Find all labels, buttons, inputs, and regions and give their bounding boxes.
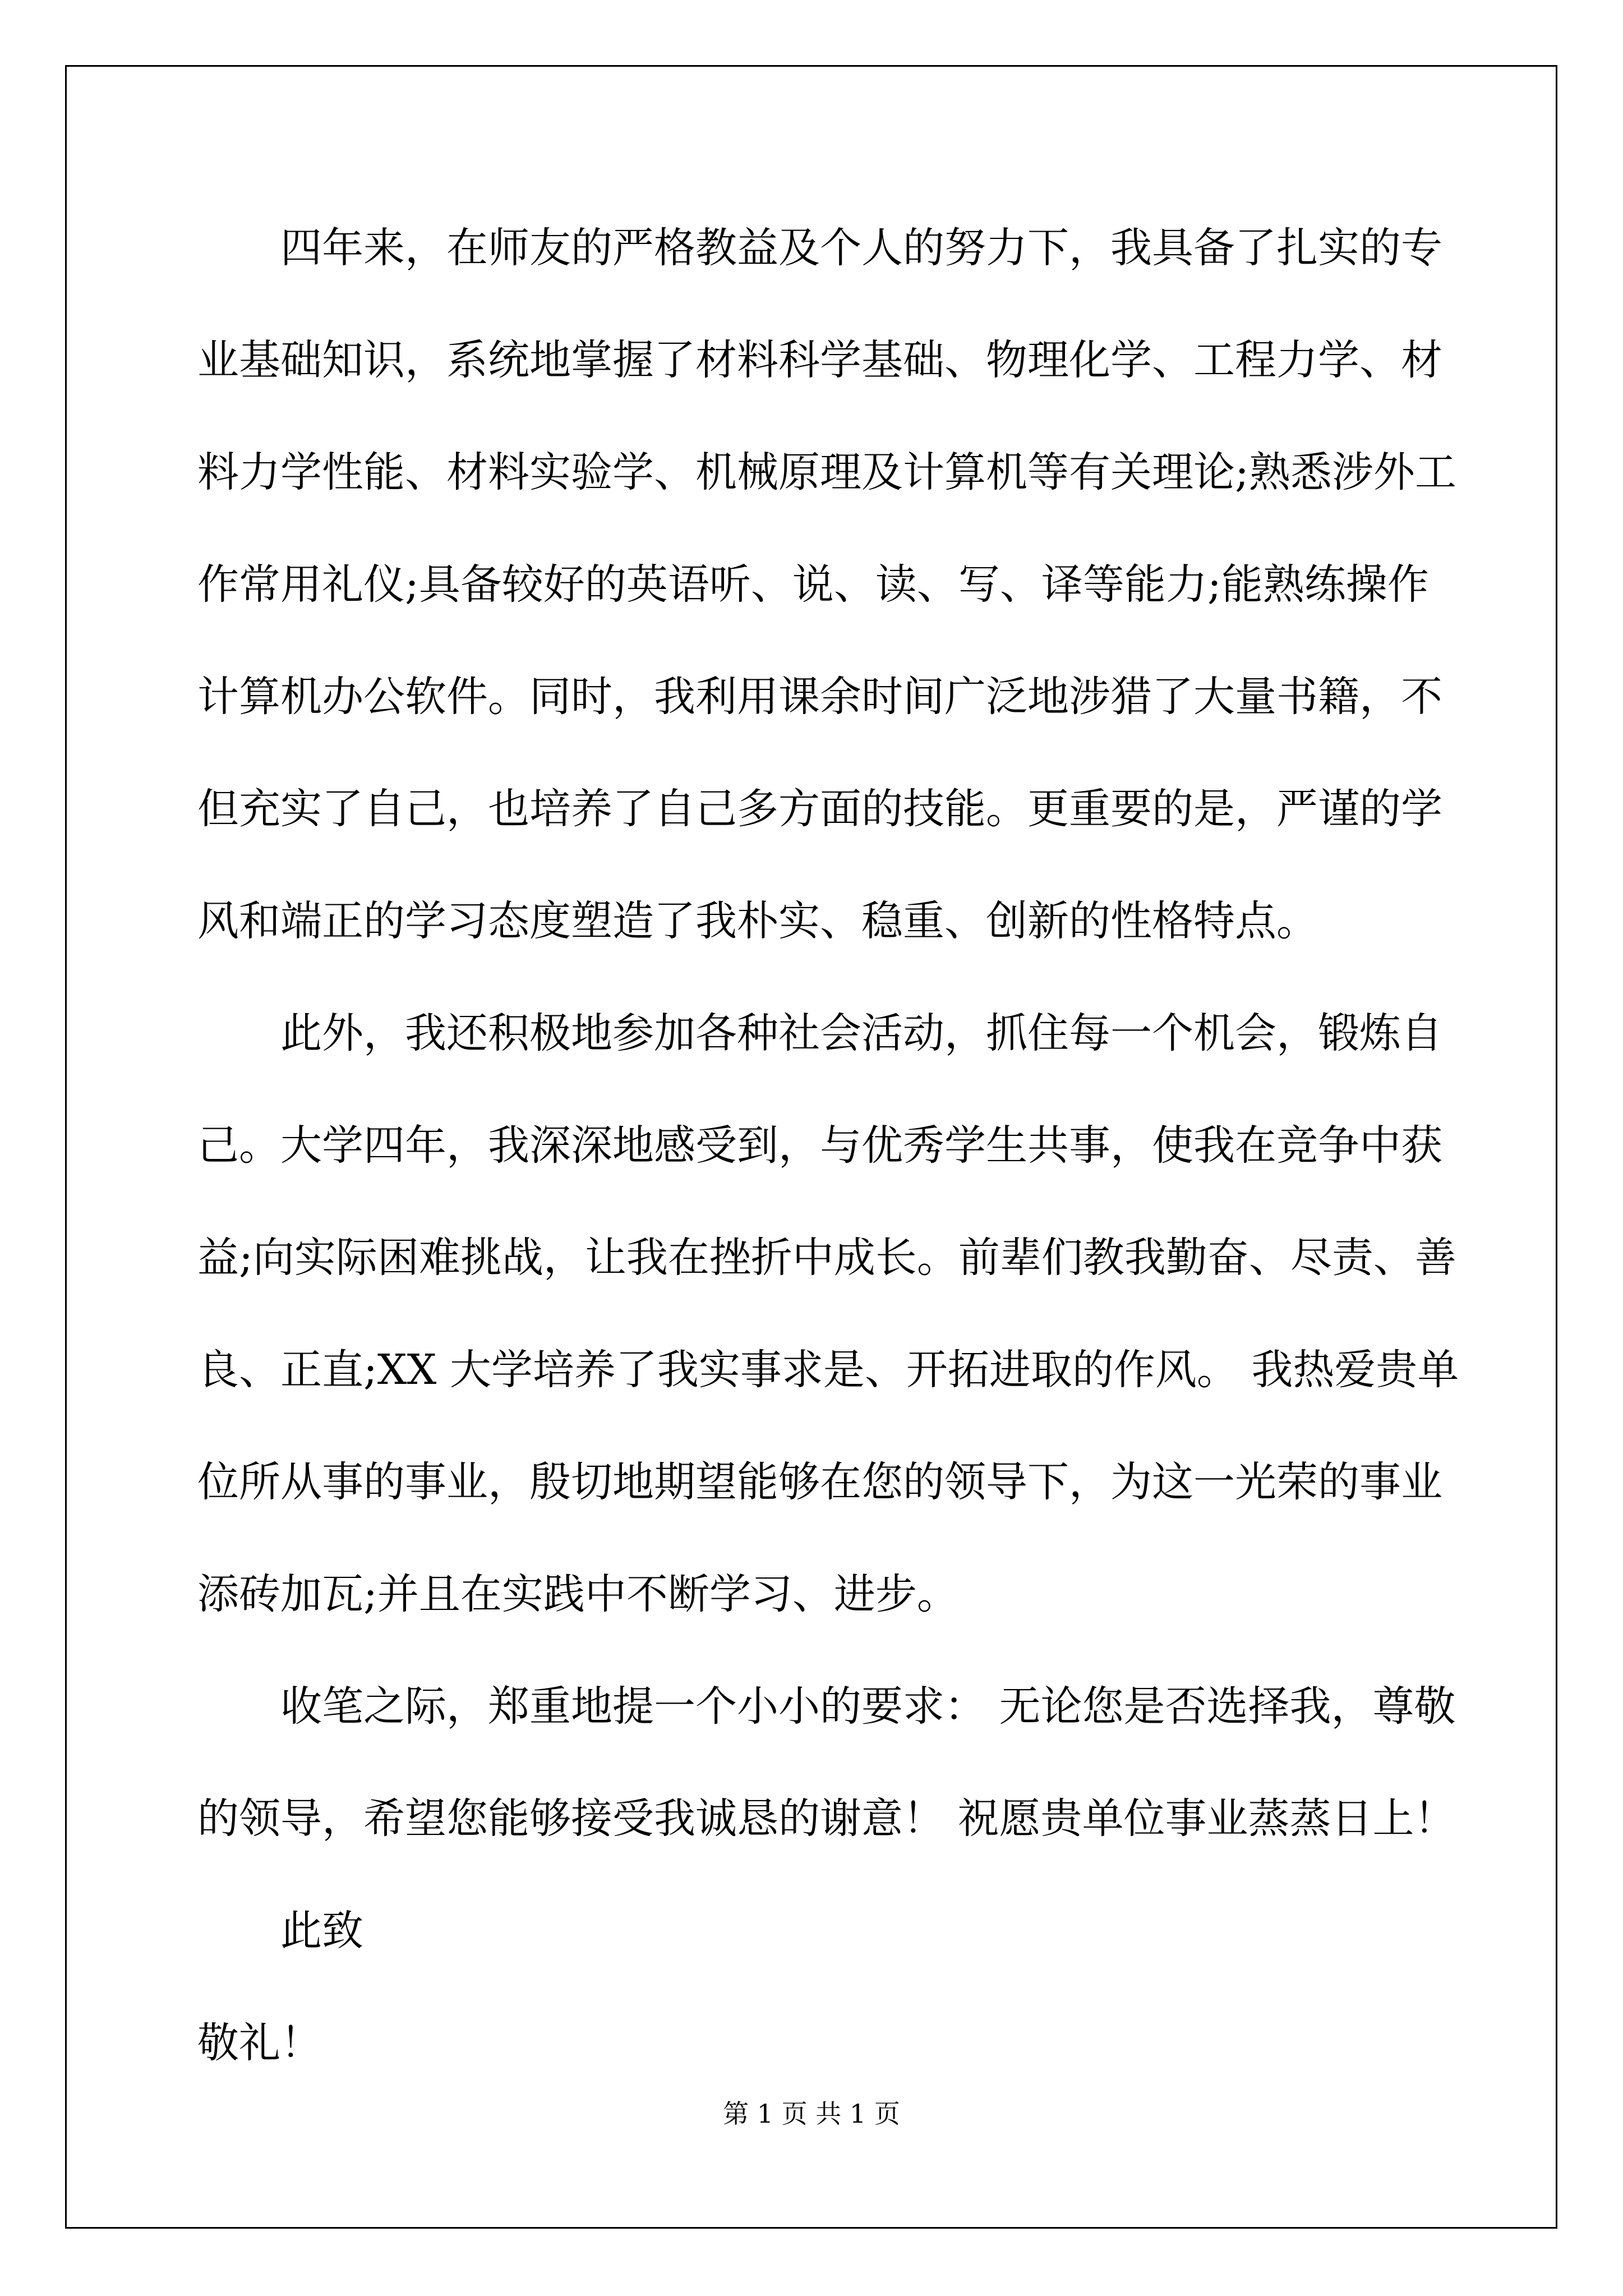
text-line: 但充实了自己，也培养了自己多方面的技能。更重要的是，严谨的学 xyxy=(197,785,1442,833)
text-line: 良、正直;XX 大学培养了我实事求是、开拓进取的作风。 我热爱贵单 xyxy=(197,1346,1459,1394)
text-line: 计算机办公软件。同时，我利用课余时间广泛地涉猎了大量书籍，不 xyxy=(197,673,1442,721)
text-line: 益;向实际困难挑战，让我在挫折中成长。前辈们教我勤奋、尽责、善 xyxy=(197,1234,1456,1282)
salutation: 敬礼！ xyxy=(197,2019,322,2067)
text-line: 添砖加瓦;并且在实践中不断学习、进步。 xyxy=(197,1570,958,1618)
text-line: 作常用礼仪;具备较好的英语听、说、读、写、译等能力;能熟练操作 xyxy=(197,560,1429,609)
text-line: 此外，我还积极地参加各种社会活动，抓住每一个机会，锻炼自 xyxy=(280,1009,1442,1057)
text-line: 己。大学四年，我深深地感受到，与优秀学生共事，使我在竞争中获 xyxy=(197,1121,1442,1170)
text-line: 业基础知识，系统地掌握了材料科学基础、物理化学、工程力学、材 xyxy=(197,336,1442,384)
text-line: 收笔之际，郑重地提一个小小的要求： 无论您是否选择我，尊敬 xyxy=(280,1682,1456,1731)
text-line: 位所从事的事业，殷切地期望能够在您的领导下，为这一光荣的事业 xyxy=(197,1458,1442,1506)
text-line: 的领导，希望您能够接受我诚恳的谢意！ 祝愿贵单位事业蒸蒸日上！ xyxy=(197,1795,1456,1843)
closing-phrase: 此致 xyxy=(280,1907,363,1955)
text-line: 风和端正的学习态度塑造了我朴实、稳重、创新的性格特点。 xyxy=(197,897,1318,945)
page-footer: 第 1 页 共 1 页 xyxy=(723,2099,900,2129)
text-line: 料力学性能、材料实验学、机械原理及计算机等有关理论;熟悉涉外工 xyxy=(197,448,1456,496)
text-line: 四年来，在师友的严格教益及个人的努力下，我具备了扎实的专 xyxy=(280,224,1442,272)
